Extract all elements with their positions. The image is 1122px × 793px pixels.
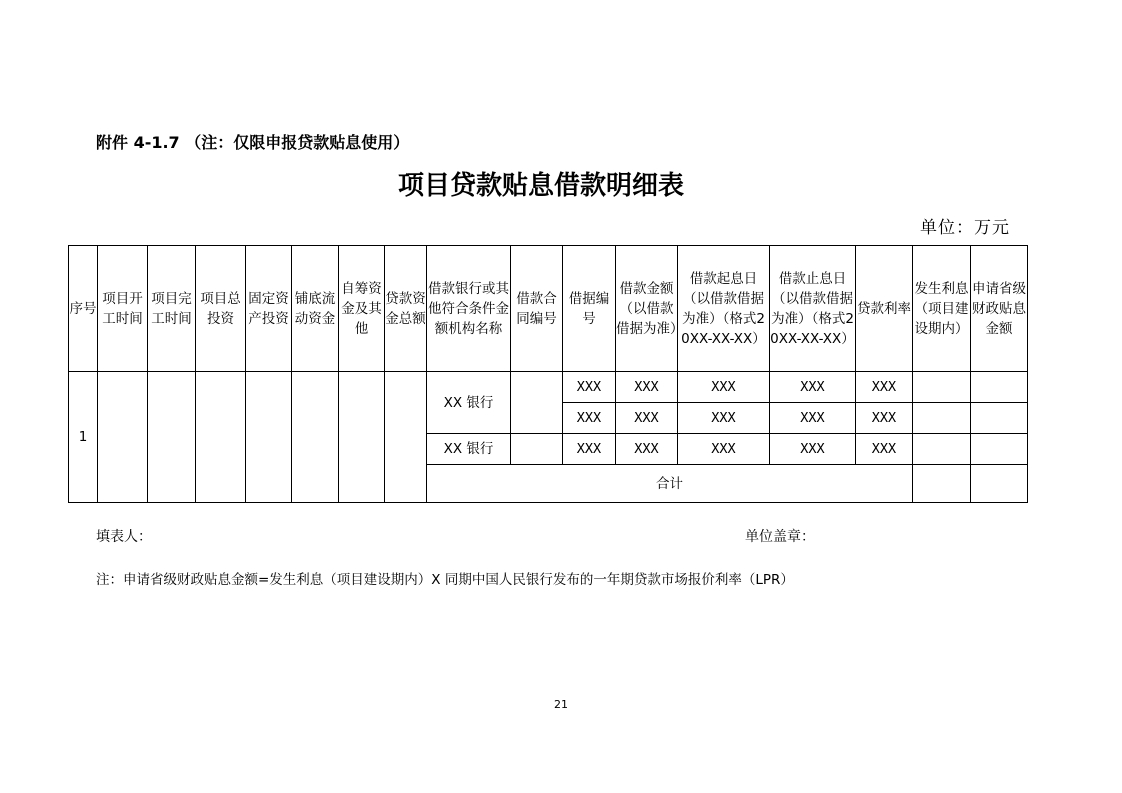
- column-header: 序号: [69, 246, 98, 372]
- bank-name-cell: XX 银行: [427, 372, 511, 434]
- self-raised-cell: [339, 372, 385, 503]
- start-date-cell: XXX: [678, 434, 770, 465]
- column-header: 借款金额（以借款借据为准）: [616, 246, 678, 372]
- row-number: 1: [69, 372, 98, 503]
- column-header: 项目完工时间: [148, 246, 196, 372]
- column-header: 固定资产投资: [246, 246, 292, 372]
- working-capital-cell: [292, 372, 339, 503]
- fixed-asset-cell: [246, 372, 292, 503]
- receipt-number-cell: XXX: [563, 403, 616, 434]
- column-header: 借款合同编号: [511, 246, 563, 372]
- total-label: 合计: [427, 465, 913, 503]
- contract-number-cell: [511, 434, 563, 465]
- interest-rate-cell: XXX: [856, 434, 913, 465]
- column-header: 借款银行或其他符合条件金额机构名称: [427, 246, 511, 372]
- column-header: 发生利息（项目建设期内）: [913, 246, 971, 372]
- footnote: 注：申请省级财政贴息金额=发生利息（项目建设期内）X 同期中国人民银行发布的一年期贷款市场报价利率（LPR）: [96, 572, 794, 588]
- start-date-cell: XXX: [678, 403, 770, 434]
- end-date-cell: XXX: [770, 434, 856, 465]
- contract-number-cell: [511, 372, 563, 434]
- interest-cell: [913, 403, 971, 434]
- loan-amount-cell: XXX: [616, 372, 678, 403]
- bank-name-cell: XX 银行: [427, 434, 511, 465]
- interest-total-cell: [913, 465, 971, 503]
- column-header: 项目开工时间: [98, 246, 148, 372]
- start-date-cell: XXX: [678, 372, 770, 403]
- end-date-cell: XXX: [770, 372, 856, 403]
- subsidy-cell: [971, 372, 1028, 403]
- table-header-row: [69, 246, 1028, 372]
- loan-detail-table: [68, 245, 1028, 503]
- unit-label: 单位：万元: [920, 218, 1010, 238]
- attachment-label: 附件 4-1.7 （注：仅限申报贷款贴息使用）: [96, 133, 410, 152]
- receipt-number-cell: XXX: [563, 434, 616, 465]
- column-header: 贷款资金总额: [385, 246, 427, 372]
- subsidy-total-cell: [971, 465, 1028, 503]
- table-row: [69, 372, 1028, 403]
- seal-label: 单位盖章：: [745, 529, 815, 545]
- start-time-cell: [98, 372, 148, 503]
- receipt-number-cell: XXX: [563, 372, 616, 403]
- column-header: 借款止息日（以借款借据为准）（格式20XX-XX-XX）: [770, 246, 856, 372]
- loan-amount-cell: XXX: [616, 403, 678, 434]
- loan-amount-cell: XXX: [616, 434, 678, 465]
- interest-rate-cell: XXX: [856, 403, 913, 434]
- column-header: 申请省级财政贴息金额: [971, 246, 1028, 372]
- page-title: 项目贷款贴息借款明细表: [397, 171, 684, 201]
- interest-rate-cell: XXX: [856, 372, 913, 403]
- column-header: 铺底流动资金: [292, 246, 339, 372]
- column-header: 项目总投资: [196, 246, 246, 372]
- subsidy-cell: [971, 403, 1028, 434]
- interest-cell: [913, 372, 971, 403]
- interest-cell: [913, 434, 971, 465]
- end-time-cell: [148, 372, 196, 503]
- subsidy-cell: [971, 434, 1028, 465]
- total-investment-cell: [196, 372, 246, 503]
- end-date-cell: XXX: [770, 403, 856, 434]
- filler-label: 填表人：: [96, 529, 152, 545]
- column-header: 自筹资金及其他: [339, 246, 385, 372]
- column-header: 贷款利率: [856, 246, 913, 372]
- column-header: 借款起息日（以借款借据为准）（格式20XX-XX-XX）: [678, 246, 770, 372]
- loan-total-cell: [385, 372, 427, 503]
- page-number: 21: [554, 698, 568, 711]
- column-header: 借据编号: [563, 246, 616, 372]
